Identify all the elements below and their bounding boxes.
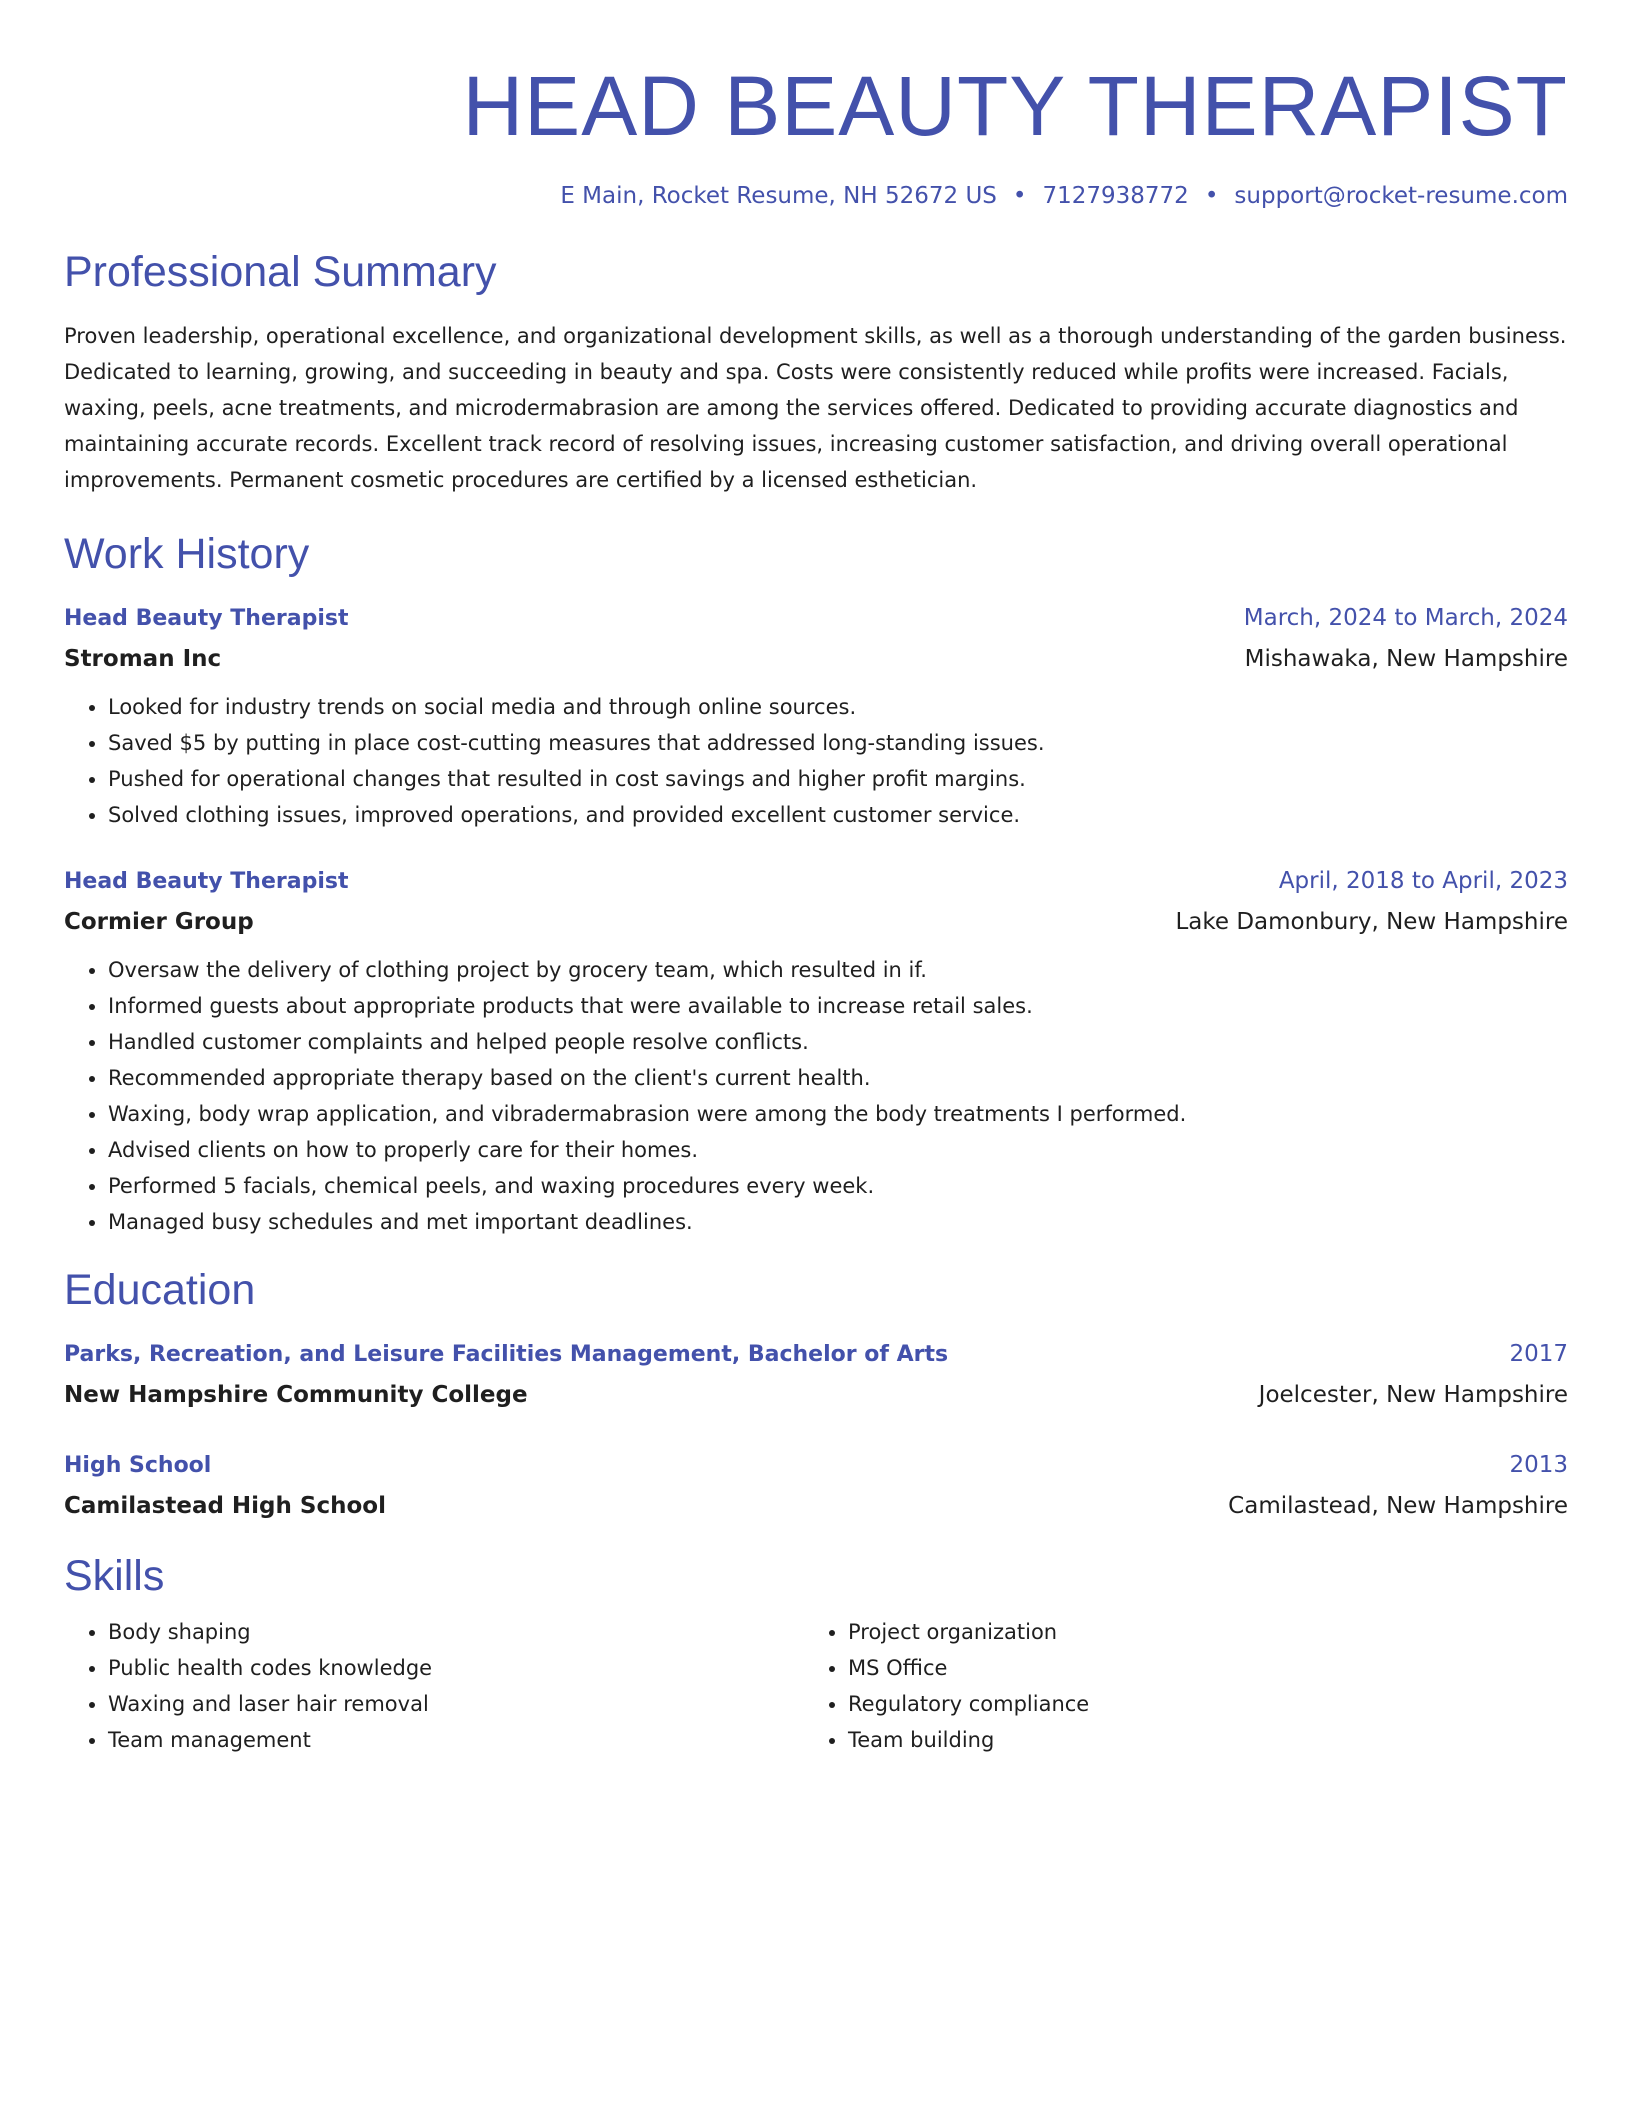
- contact-separator: •: [1012, 183, 1027, 209]
- job-header-row: [64, 598, 1568, 639]
- resume-title: HEAD BEAUTY THERAPIST: [462, 59, 1568, 153]
- education-year: 2013: [1509, 1452, 1568, 1478]
- list-item: • Saved $5 by putting in place cost-cutting measures that addressed long-standing issues.: [108, 725, 1568, 761]
- summary-heading: Professional Summary: [64, 248, 497, 296]
- education-location: Camilastead, New Hampshire: [1228, 1493, 1568, 1519]
- job-company: Stroman Inc: [64, 646, 222, 672]
- summary-text: Proven leadership, operational excellence, and organizational development skills, as well as a thorough understanding of the garden business. Dedicated to learning, growing, and succeeding in beauty and spa. Costs were consistently reduced while profits were increased. Facials, waxing, peels, acne treatments, and microdermabrasion are among the services offered. Dedicated to providing accurate diagnostics and maintaining accurate records. Excellent track record of resolving issues, increasing customer satisfaction, and driving overall operational improvements. Permanent cosmetic procedures are certified by a licensed esthetician.: [64, 324, 1567, 492]
- job-entry: [64, 861, 1568, 1240]
- list-item: • MS Office: [848, 1650, 1544, 1686]
- list-item: • Performed 5 facials, chemical peels, and waxing procedures every week.: [108, 1168, 1568, 1204]
- skills-column-right: [804, 1614, 1544, 1758]
- job-header-row: [64, 861, 1568, 902]
- job-entry: [64, 598, 1568, 833]
- job-company: Cormier Group: [64, 909, 254, 935]
- skills-heading: Skills: [64, 1552, 165, 1600]
- education-school: New Hampshire Community College: [64, 1382, 528, 1408]
- list-item: • Regulatory compliance: [848, 1686, 1544, 1722]
- list-item: • Oversaw the delivery of clothing project by grocery team, which resulted in if.: [108, 952, 1568, 988]
- education-header-row: [64, 1334, 1568, 1375]
- education-heading: Education: [64, 1266, 256, 1314]
- list-item: • Waxing and laser hair removal: [108, 1686, 804, 1722]
- contact-line: [64, 180, 1568, 212]
- education-degree: Parks, Recreation, and Leisure Facilities Management, Bachelor of Arts: [64, 1342, 949, 1367]
- list-item: • Pushed for operational changes that resulted in cost savings and higher profit margins.: [108, 761, 1568, 797]
- list-item: • Solved clothing issues, improved operations, and provided excellent customer service.: [108, 797, 1568, 833]
- education-header-row: [64, 1445, 1568, 1486]
- list-item: • Advised clients on how to properly care for their homes.: [108, 1132, 1568, 1168]
- skills-column-left: [64, 1614, 804, 1758]
- job-role: Head Beauty Therapist: [64, 606, 349, 631]
- education-school-row: [64, 1375, 1568, 1415]
- job-location: Mishawaka, New Hampshire: [1244, 646, 1568, 672]
- education-school-row: [64, 1486, 1568, 1526]
- education-entry: [64, 1334, 1568, 1415]
- job-dates: April, 2018 to April, 2023: [1278, 868, 1568, 894]
- job-location: Lake Damonbury, New Hampshire: [1175, 909, 1568, 935]
- contact-separator: •: [1204, 183, 1219, 209]
- contact-email: support@rocket-resume.com: [1234, 183, 1568, 209]
- job-dates: March, 2024 to March, 2024: [1243, 605, 1568, 631]
- education-entry: [64, 1445, 1568, 1526]
- list-item: • Waxing, body wrap application, and vibradermabrasion were among the body treatments I performed.: [108, 1096, 1568, 1132]
- job-company-row: [64, 639, 1568, 679]
- list-item: • Recommended appropriate therapy based on the client's current health.: [108, 1060, 1568, 1096]
- contact-address: E Main, Rocket Resume, NH 52672 US: [560, 183, 997, 209]
- education-location: Joelcester, New Hampshire: [1258, 1382, 1568, 1408]
- list-item: • Informed guests about appropriate products that were available to increase retail sales.: [108, 988, 1568, 1024]
- job-role: Head Beauty Therapist: [64, 869, 349, 894]
- education-degree: High School: [64, 1453, 212, 1478]
- job-bullets: [64, 689, 1568, 833]
- list-item: • Managed busy schedules and met important deadlines.: [108, 1204, 1568, 1240]
- list-item: • Team building: [848, 1722, 1544, 1758]
- job-company-row: [64, 902, 1568, 942]
- education-year: 2017: [1509, 1341, 1568, 1367]
- list-item: • Handled customer complaints and helped people resolve conflicts.: [108, 1024, 1568, 1060]
- resume-header: [64, 56, 1568, 212]
- list-item: • Public health codes knowledge: [108, 1650, 804, 1686]
- resume-page: [64, 56, 1568, 1758]
- education-school: Camilastead High School: [64, 1493, 386, 1519]
- list-item: • Body shaping: [108, 1614, 804, 1650]
- list-item: • Project organization: [848, 1614, 1544, 1650]
- list-item: • Looked for industry trends on social media and through online sources.: [108, 689, 1568, 725]
- skills-list: [64, 1614, 1568, 1758]
- work-history-heading: Work History: [64, 530, 310, 578]
- list-item: • Team management: [108, 1722, 804, 1758]
- job-bullets: [64, 952, 1568, 1240]
- contact-phone: 7127938772: [1042, 183, 1189, 209]
